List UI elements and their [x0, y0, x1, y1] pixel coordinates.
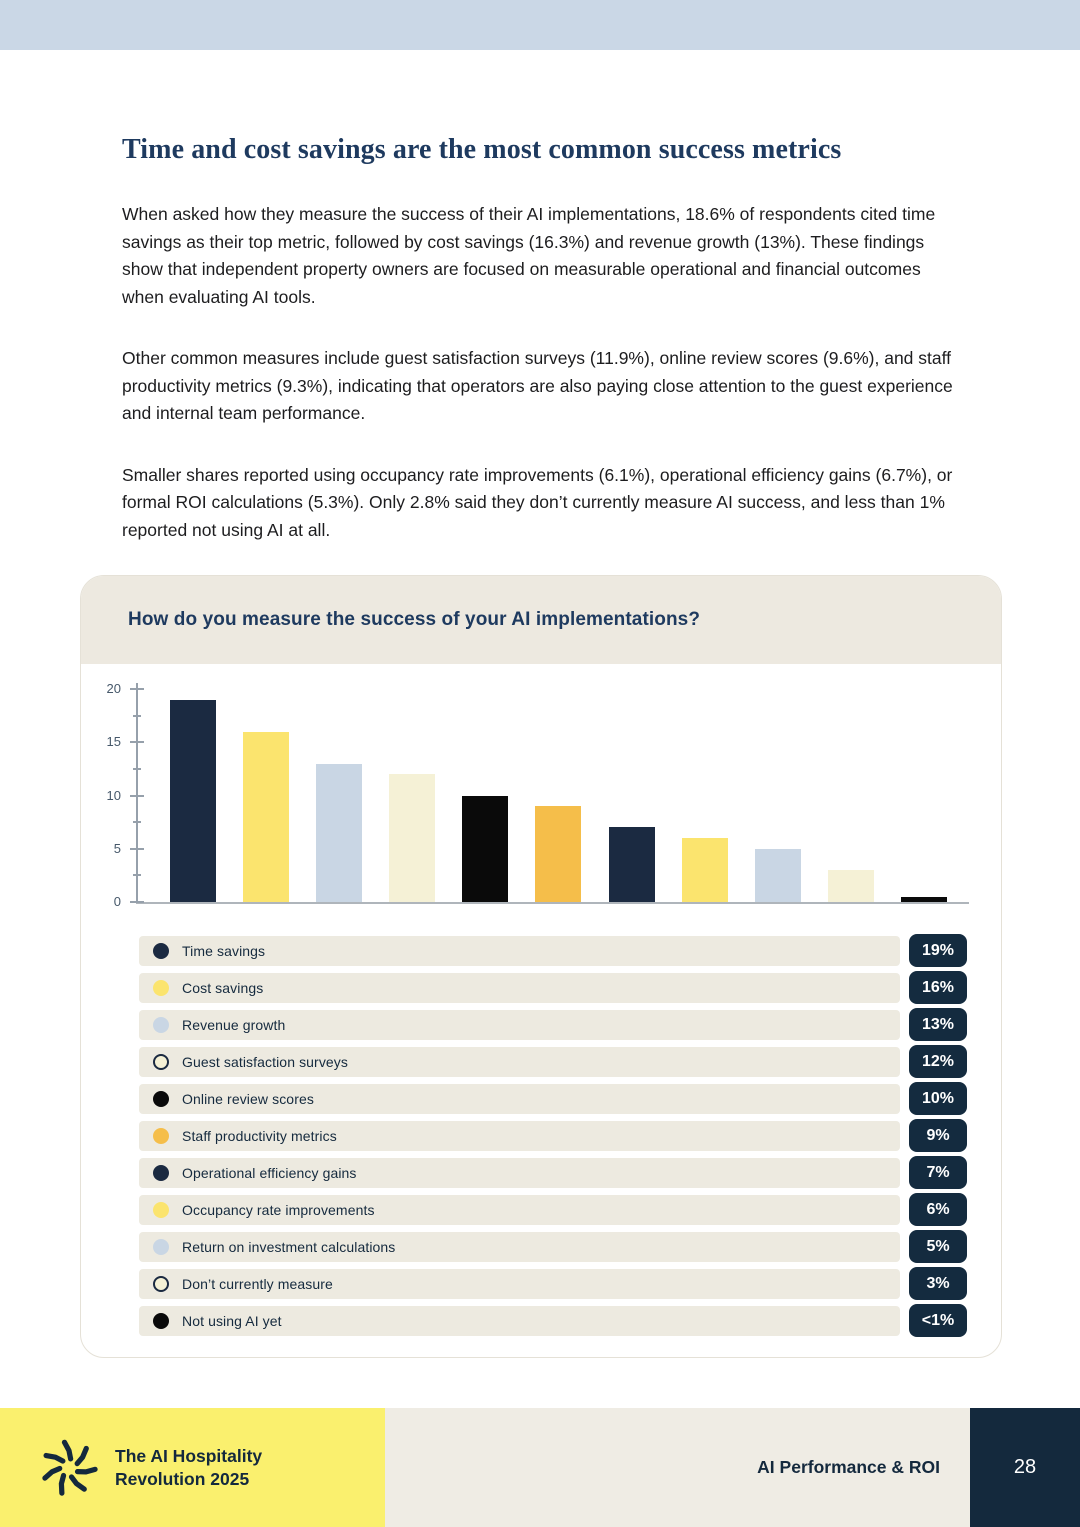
value-badge: 10% — [909, 1082, 967, 1115]
legend-bar — [139, 1084, 900, 1114]
bar-guest-satisfaction-surveys — [389, 774, 435, 902]
legend-dot-icon — [153, 980, 169, 996]
logo-ray — [46, 1455, 63, 1461]
y-minor-tick — [133, 821, 141, 823]
legend-row-revenue-growth — [139, 1008, 967, 1041]
legend-dot-icon — [153, 943, 169, 959]
legend-dot-icon — [153, 1276, 169, 1292]
legend-label: Cost savings — [182, 979, 264, 996]
logo-ray — [77, 1448, 86, 1463]
legend-dot-icon — [153, 1128, 169, 1144]
bar-occupancy-rate-improvements — [682, 838, 728, 902]
legend-label: Guest satisfaction surveys — [182, 1053, 348, 1070]
page-number: 28 — [1013, 1456, 1037, 1478]
logo-ray — [78, 1469, 96, 1472]
footer-page-number-block — [970, 1408, 1080, 1527]
value-badge: 13% — [909, 1008, 967, 1041]
legend-label: Occupancy rate improvements — [182, 1201, 375, 1218]
legend-bar — [139, 1306, 900, 1336]
value-badge: 9% — [909, 1119, 967, 1152]
footer-section-block — [385, 1408, 970, 1527]
legend-dot-icon — [153, 1091, 169, 1107]
value-badge: 19% — [909, 934, 967, 967]
legend-bar — [139, 936, 900, 966]
top-accent-bar — [0, 0, 1080, 50]
bar-staff-productivity-metrics — [535, 806, 581, 902]
bar-revenue-growth — [316, 764, 362, 902]
starburst-logo-icon — [40, 1439, 98, 1497]
x-axis — [136, 902, 969, 904]
y-tick-10 — [130, 795, 144, 797]
legend-row-return-on-investment-calculations — [139, 1230, 967, 1263]
paragraph-2: Other common measures include guest satisfaction surveys (11.9%), online review scores (9.6%), and staff productivity metrics (9.3%), indicating that operators are also paying close attention to the guest experience and internal team performance. — [122, 348, 953, 423]
legend-label: Return on investment calculations — [182, 1238, 396, 1255]
bar-chart — [81, 681, 969, 909]
legend-dot-icon — [153, 1054, 169, 1070]
brand-name — [115, 1445, 262, 1491]
legend-dot-icon — [153, 1165, 169, 1181]
paragraph-3: Smaller shares reported using occupancy rate improvements (6.1%), operational efficiency gains (6.7%), or formal ROI calculations (5.3%). Only 2.8% said they don’t currently measure AI success, and less than 1% reported not using AI at all. — [122, 464, 953, 540]
legend-dot-icon — [153, 1239, 169, 1255]
chart-card-header — [81, 576, 1001, 664]
chart-title: How do you measure the success of your AI implementations? — [128, 609, 701, 630]
bar-time-savings — [170, 700, 216, 902]
y-minor-tick — [133, 715, 141, 717]
bars-container — [136, 689, 969, 902]
y-tick-0 — [130, 901, 144, 903]
footer-brand-block — [0, 1408, 385, 1527]
value-badge: 7% — [909, 1156, 967, 1189]
legend-bar — [139, 1121, 900, 1151]
legend-row-cost-savings — [139, 971, 967, 1004]
legend-row-operational-efficiency-gains — [139, 1156, 967, 1189]
legend-label: Online review scores — [182, 1090, 314, 1107]
legend-label: Not using AI yet — [182, 1312, 282, 1329]
bar-cost-savings — [243, 732, 289, 902]
legend-row-online-review-scores — [139, 1082, 967, 1115]
page-title: Time and cost savings are the most common success metrics — [122, 134, 842, 165]
bar-online-review-scores — [462, 796, 508, 903]
legend-bar — [139, 973, 900, 1003]
value-badge: 16% — [909, 971, 967, 1004]
legend-bar — [139, 1195, 900, 1225]
y-tick-label-10: 10 — [106, 787, 121, 803]
chart-plot — [106, 681, 969, 909]
y-tick-5 — [130, 848, 144, 850]
y-tick-label-15: 15 — [106, 734, 121, 750]
legend-dot-icon — [153, 1202, 169, 1218]
chart-legend — [139, 934, 967, 1337]
brand-line-2: Revolution 2025 — [115, 1468, 250, 1489]
y-minor-tick — [133, 768, 141, 770]
page-footer — [0, 1408, 1080, 1527]
legend-row-staff-productivity-metrics — [139, 1119, 967, 1152]
legend-bar — [139, 1158, 900, 1188]
value-badge: 3% — [909, 1267, 967, 1300]
paragraph-1: When asked how they measure the success of their AI implementations, 18.6% of respondents cited time savings as their top metric, followed by cost savings (16.3%) and revenue growth (13%). These findings show that independent property owners are focused on measurable operational and financial outcomes when evaluating AI tools. — [122, 204, 936, 307]
legend-label: Staff productivity metrics — [182, 1127, 337, 1144]
logo-ray — [71, 1476, 84, 1488]
logo-ray — [61, 1475, 63, 1493]
legend-bar — [139, 1010, 900, 1040]
value-badge: <1% — [909, 1304, 967, 1337]
brand-line-1: The AI Hospitality — [115, 1445, 263, 1466]
y-tick-label-0: 0 — [113, 894, 121, 909]
legend-bar — [139, 1269, 900, 1299]
legend-row-time-savings — [139, 934, 967, 967]
legend-row-not-using-ai-yet — [139, 1304, 967, 1337]
article-content — [122, 50, 958, 544]
y-tick-15 — [130, 741, 144, 743]
value-badge: 12% — [909, 1045, 967, 1078]
bar-return-on-investment-calculations — [755, 849, 801, 902]
logo-ray — [45, 1468, 60, 1478]
value-badge: 5% — [909, 1230, 967, 1263]
legend-bar — [139, 1047, 900, 1077]
legend-label: Revenue growth — [182, 1016, 286, 1033]
chart-card — [80, 575, 1002, 1358]
y-tick-label-5: 5 — [113, 840, 121, 856]
legend-dot-icon — [153, 1017, 169, 1033]
y-tick-label-20: 20 — [106, 681, 121, 696]
value-badge: 6% — [909, 1193, 967, 1226]
legend-label: Don’t currently measure — [182, 1275, 333, 1292]
logo-ray — [64, 1442, 70, 1459]
legend-row-guest-satisfaction-surveys — [139, 1045, 967, 1078]
bar-don-t-currently-measure — [828, 870, 874, 902]
legend-dot-icon — [153, 1313, 169, 1329]
y-tick-20 — [130, 688, 144, 690]
legend-row-occupancy-rate-improvements — [139, 1193, 967, 1226]
bar-operational-efficiency-gains — [609, 827, 655, 902]
legend-row-don-t-currently-measure — [139, 1267, 967, 1300]
footer-section-label: AI Performance & ROI — [757, 1457, 940, 1477]
legend-label: Operational efficiency gains — [182, 1164, 357, 1181]
legend-bar — [139, 1232, 900, 1262]
y-minor-tick — [133, 874, 141, 876]
legend-label: Time savings — [182, 942, 266, 959]
